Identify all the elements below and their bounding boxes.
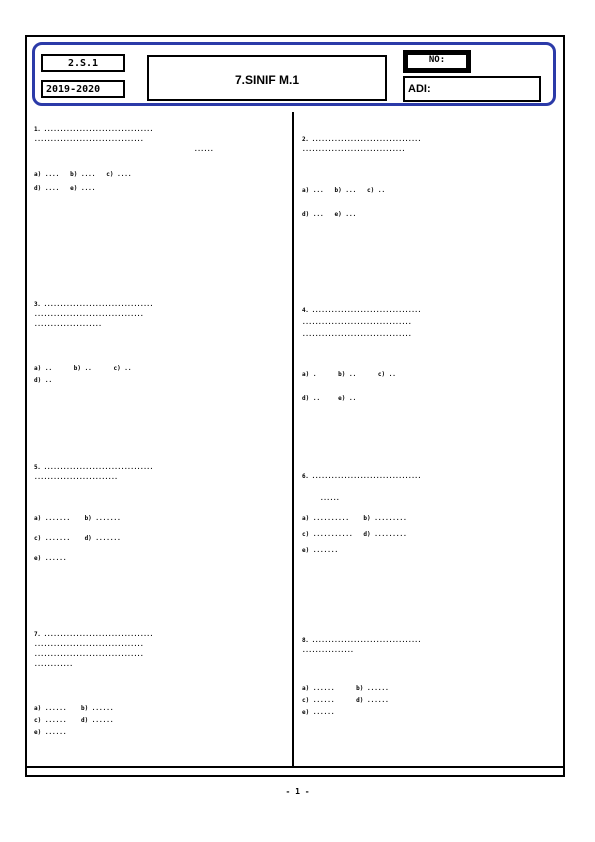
question-2-options[interactable]: a) ... b) ... c) .. d) ... e) ...: [302, 187, 386, 218]
exam-header: [32, 42, 556, 106]
question-8-options[interactable]: a) ...... b) ...... c) ...... d) ...... e) ......: [302, 685, 389, 716]
question-6-options[interactable]: a) .......... b) ......... c) ........... d) ......... e) .......: [302, 515, 407, 554]
column-divider: [292, 112, 294, 768]
question-4-options[interactable]: a) . b) .. c) .. d) .. e) ..: [302, 371, 396, 402]
student-number-box[interactable]: [403, 50, 471, 73]
question-1: 1. .................................. .................................. ......: [34, 126, 214, 153]
question-4: 4. .................................. .................................. ..................................: [302, 307, 421, 338]
question-3-options[interactable]: a) .. b) .. c) .. d) ..: [34, 365, 132, 384]
grade-box: 2.S.1: [41, 54, 125, 72]
question-7-options[interactable]: a) ...... b) ...... c) ...... d) ...... e) ......: [34, 705, 114, 736]
year-box: 2019-2020: [41, 80, 125, 98]
question-7: 7. .................................. .................................. .................................. ............: [34, 631, 153, 668]
student-name-box[interactable]: ADI:: [403, 76, 541, 102]
question-2: 2. .................................. ................................: [302, 136, 421, 153]
question-5: 5. .................................. ..........................: [34, 464, 153, 481]
question-1-options[interactable]: a) .... b) .... c) .... d) .... e) ....: [34, 171, 132, 192]
question-8: 8. .................................. ................: [302, 637, 421, 654]
question-5-options[interactable]: a) ....... b) ....... c) ....... d) ....... e) ......: [34, 515, 121, 562]
exam-title: 7.SINIF M.1: [147, 55, 387, 101]
student-number-label: NO:: [408, 55, 466, 68]
question-3: 3. .................................. .................................. .....................: [34, 301, 153, 328]
page-number: - 1 -: [285, 787, 310, 796]
bottom-rule: [25, 766, 565, 768]
question-6: 6. .................................. ......: [302, 473, 421, 502]
